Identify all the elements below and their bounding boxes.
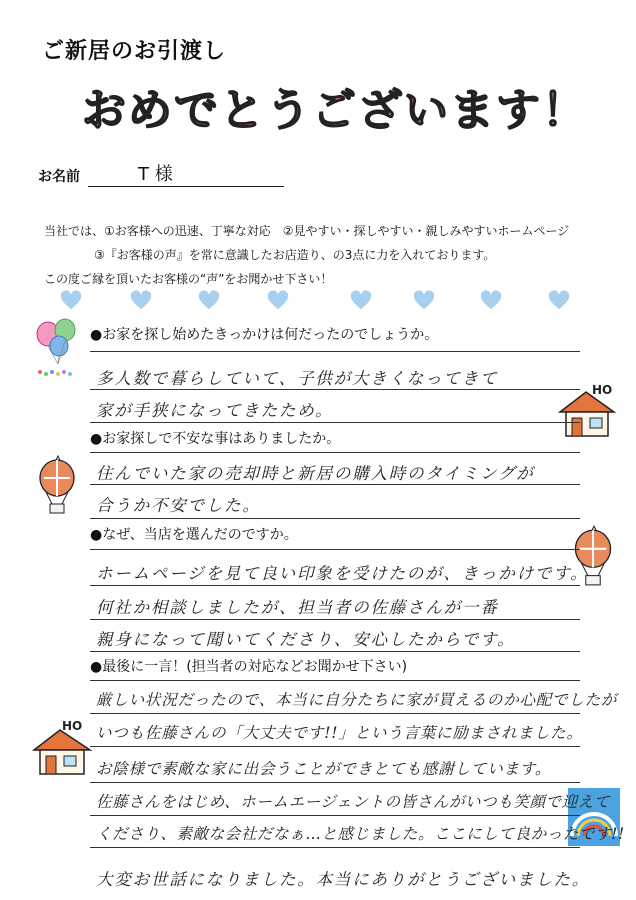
heart-icon xyxy=(267,290,289,312)
answer-rule xyxy=(90,549,580,550)
page-title: おめでとうございます！ xyxy=(82,85,588,136)
heart-icon xyxy=(350,290,372,312)
intro-line-3: この度ご縁を頂いたお客様の“声”をお聞かせ下さい！ xyxy=(44,272,333,286)
customer-name-row xyxy=(38,160,258,190)
house-sign: HO xyxy=(592,383,613,397)
answer-4-line-5: くださり、素敵な会社だなぁ…と感じました。ここにして良かったです!! xyxy=(96,825,625,843)
answer-4-line-3: お陰様で素敵な家に出会うことができとても感謝しています。 xyxy=(96,760,552,778)
answer-3-line-2: 何社か相談しましたが、担当者の佐藤さんが一番 xyxy=(96,598,499,617)
closing-message: 大変お世話になりました。本当にありがとうございました。 xyxy=(96,870,591,889)
heart-icon xyxy=(130,290,152,312)
answer-2-line-1: 住んでいた家の売却時と新居の購入時のタイミングが xyxy=(96,464,535,483)
hot-air-balloon-icon xyxy=(34,452,80,516)
answer-rule xyxy=(90,585,580,586)
question-3: ●なぜ、当店を選んだのですか。 xyxy=(90,527,298,543)
customer-name: T 様 xyxy=(138,164,173,185)
heart-icon xyxy=(60,290,82,312)
answer-3-line-3: 親身になって聞いてくださり、安心したからです。 xyxy=(96,630,516,649)
answer-4-line-2: いつも佐藤さんの「大丈夫です!!」という言葉に励まされました。 xyxy=(96,724,583,742)
name-underline xyxy=(88,186,284,187)
answer-rule xyxy=(90,518,580,519)
intro-line-1: 当社では、①お客様への迅速、丁寧な対応 ②見やすい・探しやすい・親しみやすいホームページ xyxy=(44,224,570,238)
answer-rule xyxy=(90,651,580,652)
answer-1-line-1: 多人数で暮らしていて、子供が大きくなってきて xyxy=(96,369,499,388)
heart-icon xyxy=(548,290,570,312)
answer-4-line-1: 厳しい状況だったので、本当に自分たちに家が買えるのか心配でしたが xyxy=(96,691,618,709)
answer-rule xyxy=(90,619,580,620)
heart-icon xyxy=(198,290,220,312)
question-2: ●お家探しで不安な事はありましたか。 xyxy=(90,431,341,447)
house-sign: HO xyxy=(62,719,83,733)
answer-rule xyxy=(90,782,580,783)
answer-rule xyxy=(90,746,580,747)
answer-rule xyxy=(90,389,580,390)
answer-2-line-2: 合うか不安でした。 xyxy=(96,496,261,515)
name-label: お名前 xyxy=(38,169,80,185)
answer-3-line-1: ホームページを見て良い印象を受けたのが、きっかけです。 xyxy=(96,564,589,583)
intro-line-2: ③『お客様の声』を常に意識したお店造り、の3点に力を入れております。 xyxy=(94,248,496,262)
answer-rule xyxy=(90,815,580,816)
answer-rule xyxy=(90,351,580,352)
answer-rule xyxy=(90,422,580,423)
answer-rule xyxy=(90,484,580,485)
house-icon xyxy=(30,716,96,778)
balloons-icon xyxy=(34,318,88,380)
answer-4-line-4: 佐藤さんをはじめ、ホームエージェントの皆さんがいつも笑顔で迎えて xyxy=(96,793,610,811)
answer-1-line-2: 家が手狭になってきたため。 xyxy=(96,401,334,420)
answer-rule xyxy=(90,713,580,714)
answer-rule xyxy=(90,452,580,453)
answer-rule xyxy=(90,847,580,848)
heart-icon xyxy=(480,290,502,312)
page-subtitle: ご新居のお引渡し xyxy=(42,39,227,64)
heart-icon xyxy=(413,290,435,312)
question-1: ●お家を探し始めたきっかけは何だったのでしょうか。 xyxy=(90,327,439,343)
question-4: ●最後に一言！(担当者の対応などお聞かせ下さい) xyxy=(90,659,408,675)
heart-row xyxy=(60,290,580,314)
answer-rule xyxy=(90,680,580,681)
